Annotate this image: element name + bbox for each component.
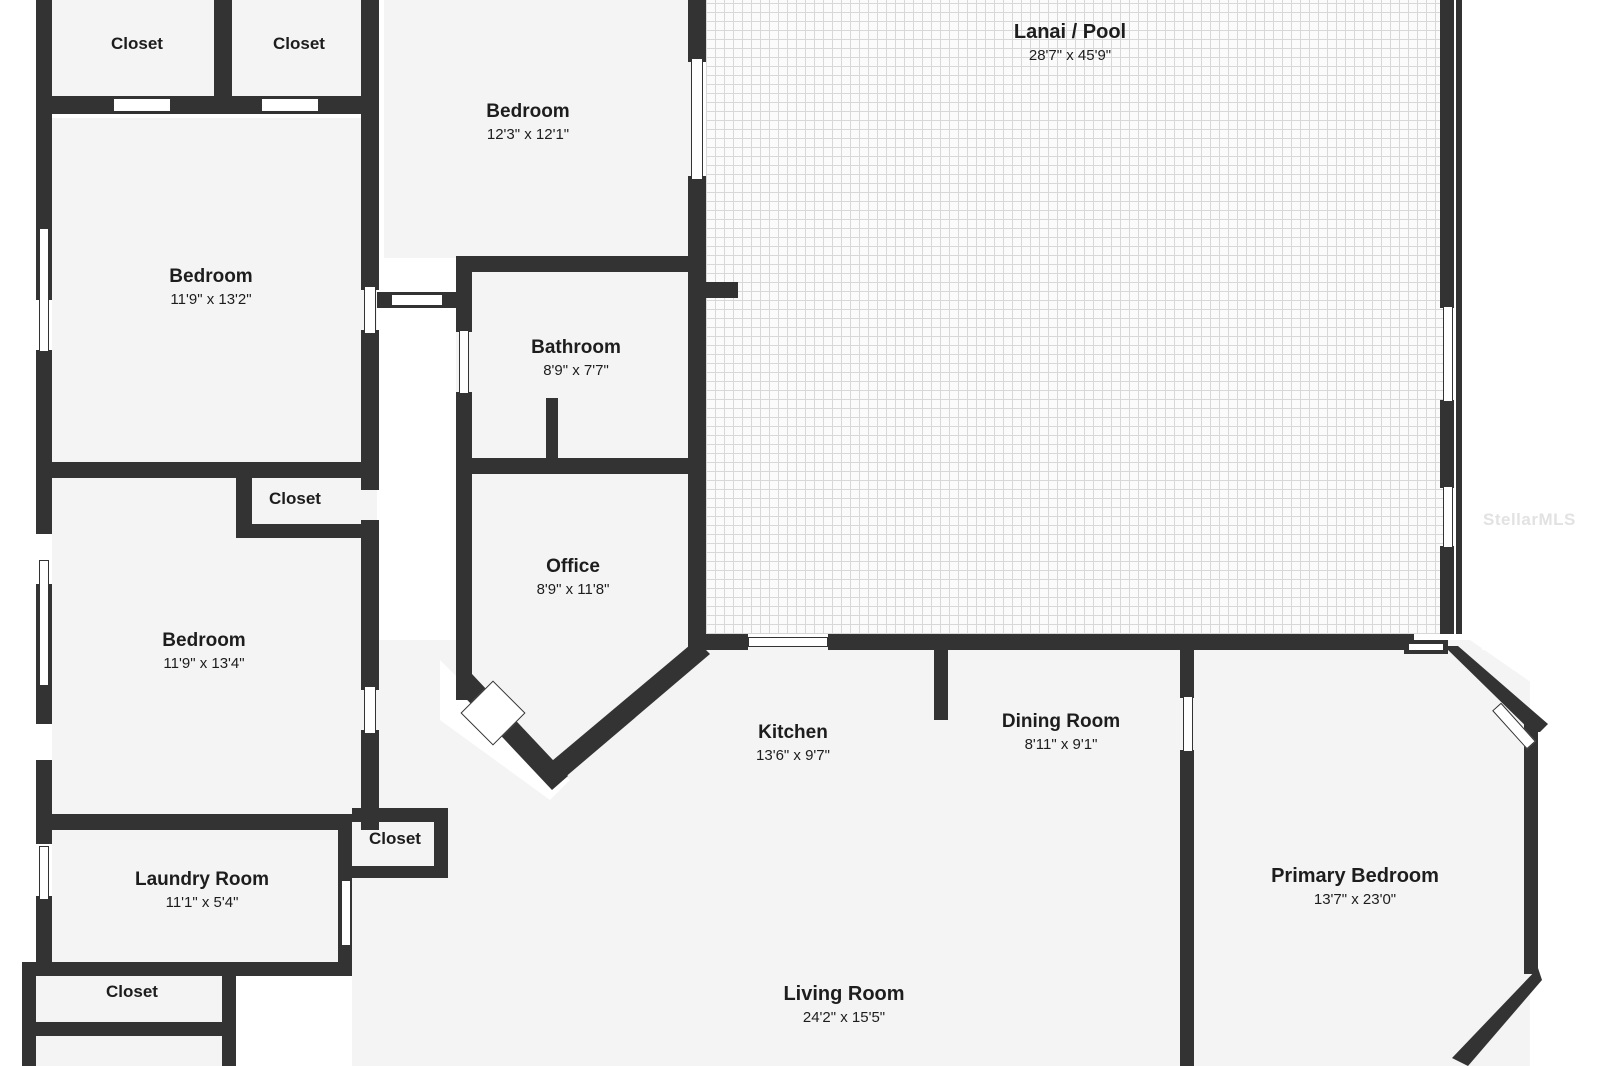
wall-bathroom-bottom <box>456 458 706 474</box>
watermark-label: StellarMLS <box>1483 510 1576 529</box>
label-bedroom-left-upper <box>169 265 252 310</box>
wall-dining-primary-divider-2 <box>1180 750 1194 1066</box>
wall-kitchen-right <box>934 648 948 720</box>
wall-lanai-bottom-1 <box>688 634 748 650</box>
opening-closet-top-mid <box>262 99 318 111</box>
room-name: Closet <box>269 489 321 508</box>
label-closet-laundry <box>369 828 421 851</box>
window-lanai-corner <box>1408 643 1444 651</box>
room-name: Closet <box>106 982 158 1001</box>
room-name: Office <box>546 556 600 577</box>
wall-lanai-stub-left <box>690 282 738 298</box>
wall-lanai-right <box>1440 0 1454 258</box>
room-name: Bedroom <box>162 630 246 651</box>
room-name: Lanai / Pool <box>1013 21 1127 43</box>
wall-lanai-inner-right <box>1456 0 1462 634</box>
wall-lanai-bottom-2 <box>828 634 1114 650</box>
door-bedroom-left-upper <box>364 286 376 334</box>
wall-laundry-bottom <box>36 962 352 976</box>
label-closet-top-mid <box>273 33 325 56</box>
wall-outer-left-5 <box>36 896 52 968</box>
room-name: Closet <box>273 34 325 53</box>
wall-lanai-right-4 <box>1440 546 1454 634</box>
wall-bedroom-left-right-upper <box>361 0 379 290</box>
label-bedroom-left-lower <box>162 629 245 674</box>
wall-closet-mid-bottom <box>236 524 377 538</box>
wall-lanai-right-2 <box>1440 258 1454 308</box>
room-name: Closet <box>369 829 421 848</box>
wall-office-left <box>456 474 472 700</box>
lanai-pool-hatch <box>706 0 1450 634</box>
window-bedroom-top <box>691 58 703 180</box>
window-left-1 <box>39 228 49 352</box>
door-primary-bedroom <box>1183 696 1193 752</box>
label-closet-mid <box>269 488 321 511</box>
label-primary-bedroom <box>1271 864 1439 910</box>
label-kitchen <box>756 721 830 766</box>
wall-laundry-top <box>52 814 352 830</box>
room-dim: 8'9" x 7'7" <box>543 361 609 379</box>
room-name: Primary Bedroom <box>1271 865 1439 887</box>
room-dim: 13'6" x 9'7" <box>756 746 830 764</box>
window-left-3 <box>39 846 49 900</box>
room-name: Bedroom <box>486 101 570 122</box>
window-lanai-right-1 <box>1443 306 1453 402</box>
room-name: Kitchen <box>758 722 828 743</box>
room-name: Bathroom <box>531 337 621 358</box>
wall-outer-left-2 <box>36 350 52 534</box>
wall-office-right <box>688 474 706 640</box>
room-dim: 12'3" x 12'1" <box>486 125 570 143</box>
label-office <box>537 555 610 600</box>
wall-closet-bottom-bottom <box>22 1022 236 1036</box>
room-name: Living Room <box>783 983 905 1005</box>
wall-lanai-bottom-4 <box>1264 634 1414 650</box>
wall-bedroom-left-upper-bottom <box>52 462 377 478</box>
label-bathroom <box>531 336 621 381</box>
wall-closet-bottom-left <box>22 962 36 1066</box>
label-bedroom-top <box>486 100 569 145</box>
room-dim: 24'2" x 15'5" <box>802 1009 886 1026</box>
room-dim: 11'9" x 13'2" <box>170 290 252 308</box>
wall-closet-bottom-right <box>222 970 236 1066</box>
door-laundry <box>341 880 351 946</box>
room-name: Closet <box>111 34 163 53</box>
label-lanai-pool <box>1014 20 1126 66</box>
wall-closet-top-bottom <box>36 96 377 114</box>
wall-bedroom-left-right-low <box>361 520 379 690</box>
wall-lanai-right-3 <box>1440 400 1454 488</box>
room-area-primary-bedroom <box>1180 650 1530 1066</box>
sliding-door-lanai <box>748 637 828 647</box>
wall-primary-right <box>1524 718 1538 974</box>
room-name: Bedroom <box>169 266 253 287</box>
door-bathroom <box>459 330 469 394</box>
room-dim: 8'11" x 9'1" <box>1024 735 1098 753</box>
wall-outer-left-4 <box>36 760 52 844</box>
wall-bathroom-stub <box>546 398 558 460</box>
wall-laundry-closet-bottom <box>352 866 448 878</box>
label-closet-top-left <box>111 33 163 56</box>
wall-bedroom-top-bottom <box>456 256 706 272</box>
room-dim: 11'1" x 5'4" <box>165 893 239 911</box>
wall-dining-primary-divider <box>1180 648 1194 698</box>
label-dining-room <box>1002 710 1120 755</box>
wall-bedroom-top-right-2 <box>688 176 706 296</box>
opening-closet-top-left <box>114 99 170 111</box>
wall-bathroom-right <box>688 296 706 474</box>
room-name: Dining Room <box>1001 711 1121 732</box>
door-bedroom-left-lower <box>364 686 376 734</box>
window-left-2 <box>39 560 49 686</box>
opening-hall <box>392 295 442 305</box>
room-name: Laundry Room <box>134 869 270 890</box>
window-lanai-right-2 <box>1443 486 1453 548</box>
room-dim: 13'7" x 23'0" <box>1313 891 1397 908</box>
room-dim: 8'9" x 11'8" <box>536 580 610 598</box>
label-closet-bottom <box>106 981 158 1004</box>
wall-closet-mid-left <box>236 470 252 532</box>
wall-closet-top-divider <box>214 0 232 96</box>
label-laundry-room <box>135 868 269 913</box>
room-dim: 11'9" x 13'4" <box>163 654 245 672</box>
room-dim: 28'7" x 45'9" <box>1028 47 1112 64</box>
wall-bedroom-top-right <box>688 0 706 62</box>
label-living-room <box>783 982 904 1028</box>
